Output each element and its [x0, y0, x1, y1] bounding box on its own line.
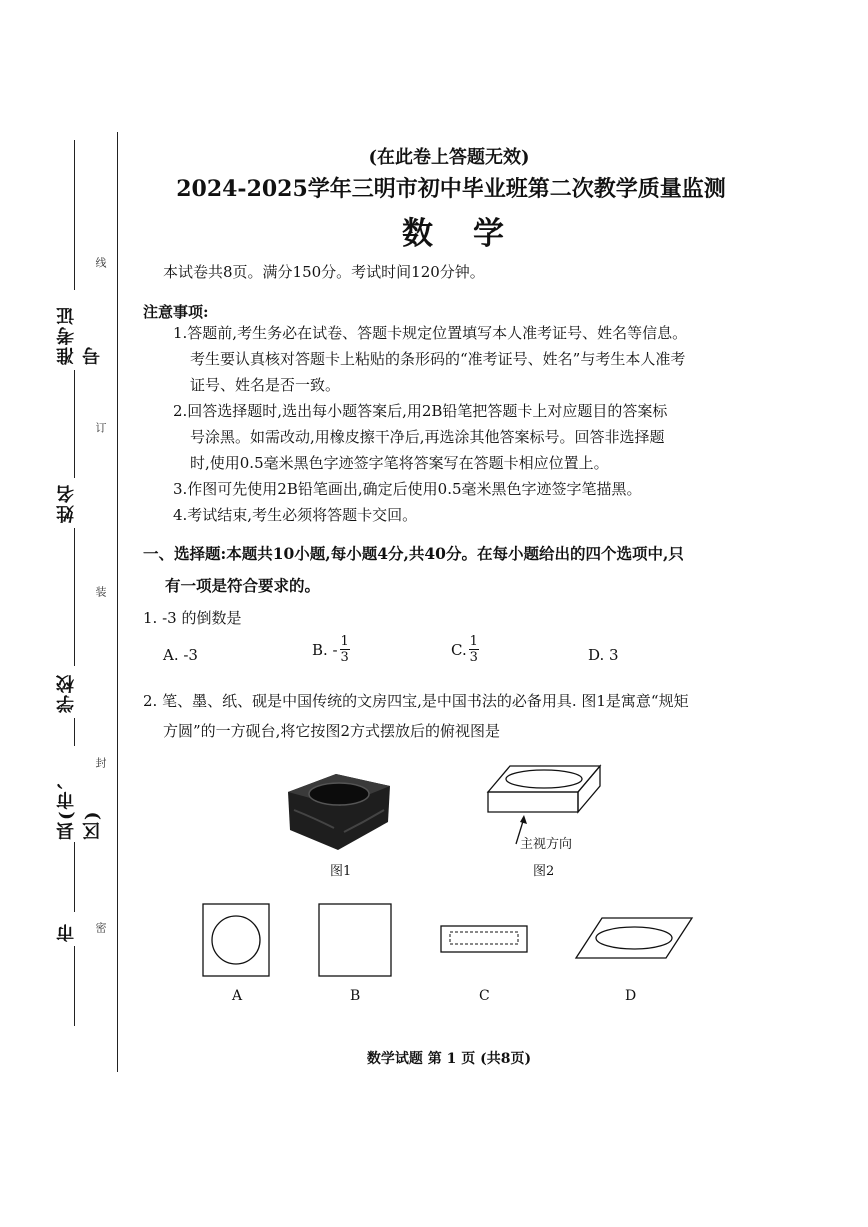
q1-option-a-text: A. -3: [163, 646, 198, 664]
q1-option-c: [451, 634, 479, 665]
q1-option-b-prefix: B. -: [312, 640, 338, 659]
page-footer: 数学试题 第 1 页 (共8页): [366, 1051, 532, 1067]
q1-option-b-numerator: 1: [340, 634, 349, 649]
choice-c-label: C: [479, 988, 490, 1004]
q1-option-c-denominator: 3: [469, 650, 478, 665]
note-1-line-3: 证号、姓名是否一致。: [190, 376, 341, 394]
q1-option-a: [163, 646, 198, 664]
figure-2-caption: 图2: [533, 864, 555, 879]
q2-stem-line-2: 方圆”的一方砚台,将它按图2方式摆放后的俯视图是: [163, 722, 500, 740]
figure-2-well: [506, 770, 582, 788]
exam-info: 本试卷共8页。满分150分。考试时间120分钟。: [163, 263, 485, 281]
field-label-county: 县(市、区): [56, 769, 103, 840]
choice-b-figure: [318, 903, 392, 977]
note-3: 3.作图可先使用2B铅笔画出,确定后使用0.5毫米黑色字迹签字笔描黑。: [173, 480, 642, 498]
section-1-heading: [143, 538, 763, 602]
q1-option-b-fraction: [340, 634, 350, 665]
figure-1-inkstone-photo: [284, 770, 394, 854]
q1-option-d: [588, 646, 619, 664]
choice-c-figure: [440, 925, 528, 953]
section-1-line-1: 一、选择题:本题共10小题,每小题4分,共40分。在每小题给出的四个选项中,只: [143, 544, 684, 563]
note-2-line-1: 2.回答选择题时,选出每小题答案后,用2B铅笔把答题卡上对应题目的答案标: [173, 402, 668, 420]
choice-a-label: A: [232, 988, 243, 1004]
binding-line: [117, 132, 118, 1072]
note-1-line-1: 1.答题前,考生务必在试卷、答题卡规定位置填写本人准考证号、姓名等信息。: [173, 324, 688, 342]
field-rule-city: [74, 842, 75, 912]
binding-mark-feng: 封: [94, 757, 107, 768]
field-rule-county: [74, 718, 75, 746]
binding-mark-xian: 线: [94, 257, 107, 268]
section-1-line-2: 有一项是符合要求的。: [165, 576, 321, 595]
view-direction-label: 主视方向: [520, 837, 573, 852]
notes-title: 注意事项:: [143, 303, 209, 321]
note-4: 4.考试结束,考生必须将答题卡交回。: [173, 506, 418, 524]
choice-b-label: B: [350, 988, 361, 1004]
q1-option-c-fraction: [469, 634, 479, 665]
field-label-name: 姓名: [56, 483, 77, 523]
q1-stem: 1. -3 的倒数是: [143, 609, 242, 627]
choice-d-label: D: [625, 988, 637, 1004]
q1-option-c-numerator: 1: [469, 634, 478, 649]
q1-option-c-prefix: C.: [451, 640, 467, 659]
field-label-school: 学校: [56, 673, 77, 713]
field-rule-name: [74, 370, 75, 478]
field-rule-school: [74, 528, 75, 666]
figure-1-caption: 图1: [330, 864, 352, 879]
note-2-line-2: 号涂黑。如需改动,用橡皮擦干净后,再选涂其他答案标号。回答非选择题: [190, 428, 665, 446]
q1-option-b: [312, 634, 350, 665]
field-rule-bottom: [74, 946, 75, 1026]
note-2-line-3: 时,使用0.5毫米黑色字迹签字笔将答案写在答题卡相应位置上。: [190, 454, 609, 472]
q2-stem-line-1: 2. 笔、墨、纸、砚是中国传统的文房四宝,是中国书法的必备用具. 图1是寓意“规矩: [143, 692, 689, 710]
exam-title: 2024-2025学年三明市初中毕业班第二次教学质量监测: [176, 176, 726, 202]
binding-mark-ding: 订: [94, 422, 107, 433]
inkstone-well: [309, 783, 369, 805]
binding-mark-zhuang: 装: [94, 586, 107, 597]
binding-mark-mi: 密: [94, 922, 107, 933]
field-label-city: 市: [56, 922, 77, 942]
note-1-line-2: 考生要认真核对答题卡上粘贴的条形码的“准考证号、姓名”与考生本人准考: [190, 350, 686, 368]
choice-a-figure: [202, 903, 270, 977]
q1-option-b-denominator: 3: [340, 650, 349, 665]
invalid-answer-notice: (在此卷上答题无效): [368, 147, 530, 168]
q1-option-d-text: D. 3: [588, 646, 619, 664]
field-label-exam-number: 准考证号: [56, 305, 103, 365]
subject-title: 数学: [402, 216, 544, 252]
choice-d-figure: [572, 915, 696, 961]
